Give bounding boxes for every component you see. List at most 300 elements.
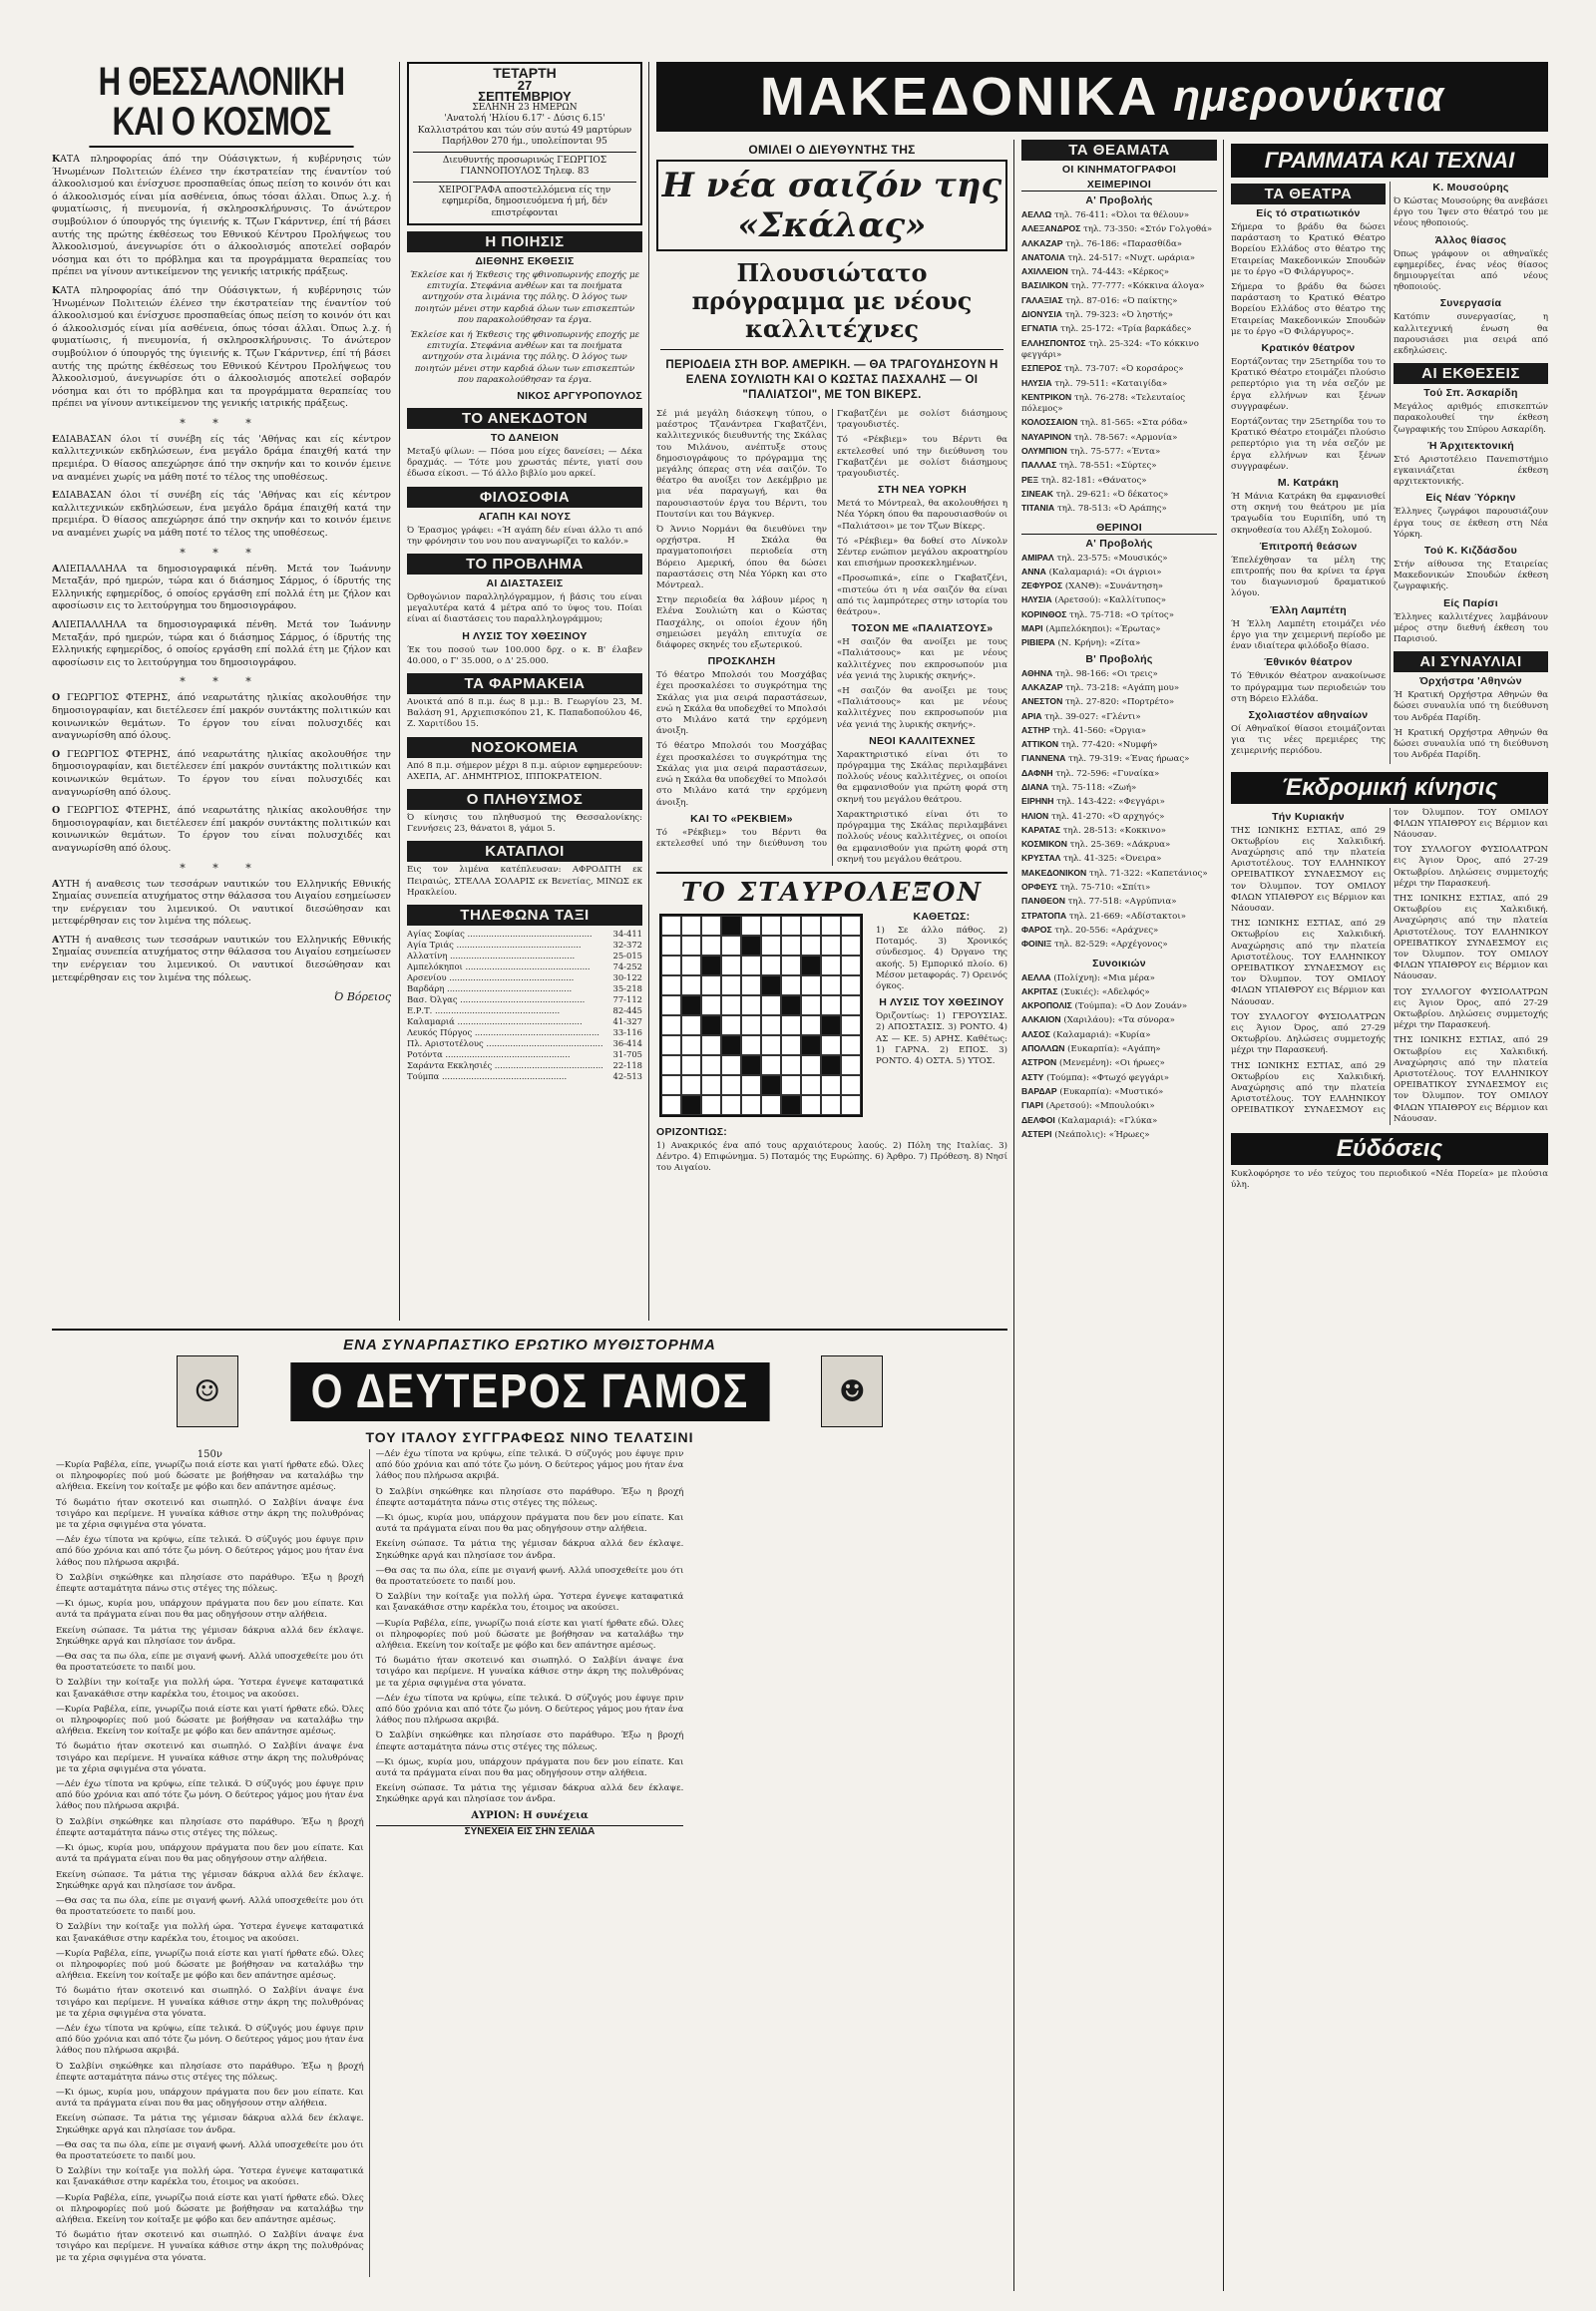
cinema-name: ΓΑΛΑΞΙΑΣ <box>1021 294 1063 305</box>
crossword-cell[interactable] <box>801 1015 821 1035</box>
crossword-cell[interactable] <box>681 956 701 975</box>
crossword-cell[interactable] <box>701 1075 721 1095</box>
separator-stars: * * * <box>180 861 263 875</box>
novel-paragraph: —Κι όμως, κυρία μου, υπάρχουν πράγματα που δεν μου είπατε. Και αυτά τα πράγματα είναι που θα μας οδηγήσουν στην αλήθεια. <box>56 2087 364 2110</box>
cinema-info: τηλ. 23-575: «Μουσικός» <box>1056 553 1168 564</box>
crossword-cell[interactable] <box>701 936 721 956</box>
crossword-cell[interactable] <box>721 1055 741 1075</box>
cinema-name: ΑΛΚΑΙΟΝ <box>1021 1014 1061 1025</box>
cinema-name: ΦΟΙΝΙΞ <box>1021 939 1052 950</box>
taxi-phone: 41-327 <box>612 1016 642 1027</box>
novel-paragraph: —Κι όμως, κυρία μου, υπάρχουν πράγματα που δεν μου είπατε. Και αυτά τα πράγματα είναι που θα μας οδηγήσουν στην αλήθεια. <box>56 1843 364 1865</box>
crossword-cell[interactable] <box>841 1035 861 1055</box>
article-paragraph: «Η σαιζόν θα ανοίξει με τους «Παλιάτσους» και με νέους καλλιτέχνες που εκπροσωπούν μια νέα γενιά της λυρικής σκηνής». <box>837 686 1007 730</box>
anecdote-text: Μεταξύ φίλων: — Πόσα μου είχες δανείσει; — Δέκα δραχμάς. — Τότε μου χρωστάς πέντε, γιατί σου έδωσα είκοσι. — Τό άλλο βιβλίο μου αρκεί. <box>407 447 642 480</box>
cinema-name: ΑΤΤΙΚΟΝ <box>1021 739 1059 750</box>
crossword-cell[interactable] <box>701 995 721 1015</box>
crossword-cell[interactable] <box>781 956 801 975</box>
novel-paragraph: Ό Σαλβίνι σηκώθηκε και πλησίασε στο παράθυρο. Έξω η βροχή έπεφτε ασταμάτητα πάνω στις στέγες της πόλεως. <box>375 1731 684 1752</box>
article-paragraph: Ο ΓΕΩΡΓΙΟΣ ΦΤΕΡΗΣ, άπό νεαρωτάτης ηλικίας ακολουθήσε την δημοσιογραφίαν, και διετέλεσεν έπί μακρόν συντάκτης πολιτικών και κοινωνικών θεμάτων. Το έργον του είναι πολυσχιδές και αναγνωρίσθη από όλους. <box>52 748 391 798</box>
crossword-cell[interactable] <box>661 936 681 956</box>
crossword-cell[interactable] <box>801 936 821 956</box>
cinema-info: τηλ. 79-323: «Ό ληστής» <box>1064 310 1173 321</box>
director-info: Διευθυντής προσωρινώς ΓΕΩΡΓΙΟΣ ΓΙΑΝΝΟΠΟΥΛΟΣ Τηλεφ. 83 <box>413 152 636 179</box>
arts-body <box>1231 182 1548 764</box>
article-paragraph: Σέ μιά μεγάλη διάσκεψη τύπου, ο μαέστρος Τζανάντρεα Γκαβατζένι, καλλιτεχνικός διευθυντής της Σκάλας του Μιλάνου, ανέπτυξε στους δημοσιογράφους το πρόγραμμα της μεγάλης όπερας στη νέα σαιζόν. Το θέατρο θα ανοίξει τον Δεκέμβριο με μια νέα παραγωγή, και θα παρουσιαστούν έργα του Βέρντι, του Πουτσίνι και του Βάγκνερ. <box>656 409 827 520</box>
novel-paragraph: Ό Σαλβίνι σηκώθηκε και πλησίασε στο παράθυρο. Έξω η βροχή έπεφτε ασταμάτητα πάνω στις στέγες της πόλεως. <box>56 2061 364 2083</box>
cinema-info: τηλ. 74-443: «Κέρκος» <box>1070 267 1170 278</box>
cinema-listing <box>1021 238 1217 250</box>
cinema-info: τηλ. 27-820: «Πορτρέτο» <box>1065 697 1175 708</box>
cinema-info: τηλ. 77-518: «Αγρύπνια» <box>1067 897 1177 908</box>
subsection: Τήν Κυριακήν <box>1272 810 1345 823</box>
novel-paragraph: Ό Σαλβίνι την κοίταξε για πολλή ώρα. Ύστερα έγνεψε καταφατικά και ξανακάθισε στην καρέκλα του, έτοιμος να ακούσει. <box>56 1678 364 1700</box>
novel-author: ΤΟΥ ΙΤΑΛΟΥ ΣΥΓΓΡΑΦΕΩΣ ΝΙΝΟ ΤΕΛΑΤΣΙΝΙ <box>365 1429 694 1445</box>
taxi-phone: 42-513 <box>612 1071 642 1082</box>
novel-paragraph: Εκείνη σώπασε. Τα μάτια της γέμισαν δάκρυα αλλά δεν έκλαψε. Σηκώθηκε αργά και πλησίασε τον άνδρα. <box>375 1783 684 1805</box>
novel-section <box>52 1329 1007 2293</box>
arts-paragraph: Ό Κώστας Μουσούρης θα ανεβάσει έργο του Ίψεν στο θέατρό του με νέους ηθοποιούς. <box>1394 196 1548 229</box>
cinema-listing <box>1021 696 1217 708</box>
section-head-taxi: ΤΗΛΕΦΩΝΑ ΤΑΞΙ <box>407 905 642 926</box>
article-paragraph: ΑΥΤΗ ή αναθεσις των τεσσάρων ναυτικών του Ελληνικής Εθνικής Σημαίας συνεπεία ατυχήματος στην θάλασσα του Αιγαίου εσημείωσεν την ενέργειαν του λιμενικού. Οι ναυτικοί διεσώθησαν και μετεφέρθησαν εις τον λιμένα της πόλεως. <box>52 878 391 928</box>
column-rule <box>1223 140 1224 2291</box>
cinema-info: τηλ. 82-529: «Αρχέγονος» <box>1054 940 1168 951</box>
cinema-listing <box>1021 503 1217 515</box>
crossword-cell[interactable] <box>761 1035 781 1055</box>
crossword-block <box>721 1035 741 1055</box>
novel-banner: ΕΝΑ ΣΥΝΑΡΠΑΣΤΙΚΟ ΕΡΩΤΙΚΟ ΜΥΘΙΣΤΟΡΗΜΑ <box>343 1337 716 1353</box>
novel-paragraph: —Κυρία Ραβέλα, είπε, γνωρίζω ποιά είστε και γιατί ήρθατε εδώ. Όλες οι πληροφορίες πού μού δώσατε με βοήθησαν να καταλάβω την αλήθεια. Εκείνη τον κοίταξε με φόβο και δεν απάντησε αμέσως. <box>56 1704 364 1737</box>
crossword-cell[interactable] <box>701 916 721 936</box>
crossword-cell[interactable] <box>841 1075 861 1095</box>
portrait-left-icon: ☺ <box>177 1355 238 1427</box>
crossword-cell[interactable] <box>821 916 841 936</box>
crossword-block <box>821 1055 841 1075</box>
crossword-cell[interactable] <box>801 975 821 995</box>
crossword-cell[interactable] <box>821 936 841 956</box>
crossword-block <box>681 1095 701 1115</box>
crossword-cell[interactable] <box>841 1015 861 1035</box>
crossword-cell[interactable] <box>721 1075 741 1095</box>
cinema-listing <box>1021 252 1217 264</box>
cinema-listing <box>1021 609 1217 621</box>
section-head-anecdote: ΤΟ ΑΝΕΚΔΟΤΟΝ <box>407 408 642 429</box>
crossword-cell[interactable] <box>781 916 801 936</box>
cinema-listing <box>1021 1000 1217 1012</box>
crossword-cell[interactable] <box>701 1055 721 1075</box>
article-paragraph: Τό θέατρο Μπολσόι του Μοσχάβας έχει προσκαλέσει το συγκρότημα της Σκάλας για μια σειρά παραστάσεων, ενώ η Σκάλα θα υποδεχθεί το Μπολσόι στο Μιλάνο κατά την ερχόμενη άνοιξη. <box>656 670 827 737</box>
taxi-stand-name: Πλ. Αριστοτέλους ..... <box>407 1038 602 1049</box>
subsection: Κρατικόν θέατρον <box>1261 342 1356 355</box>
crossword-cell[interactable] <box>741 1075 761 1095</box>
taxi-phone: 35-218 <box>612 983 642 994</box>
clues-across-head: ΚΑΘΕΤΩΣ: <box>913 910 971 923</box>
masthead <box>656 62 1548 132</box>
cinema-listing <box>1021 911 1217 923</box>
crossword-block <box>721 916 741 936</box>
novel-chapter: 150ν <box>197 1449 222 1460</box>
article-paragraph: Χαρακτηριστικό είναι ότι το πρόγραμμα της Σκάλας περιλαμβάνει πολλούς νέους καλλιτέχνες, οι οποίοι θα εμφανισθούν για πρώτη φορά στη σκηνή του μεγάλου θεάτρου. <box>837 809 1007 865</box>
arts-paragraph: Έλληνες ζωγράφοι παρουσιάζουν έργα τους σε έκθεση στη Νέα Υόρκη. <box>1394 507 1548 540</box>
taxi-row <box>407 962 642 972</box>
taxi-phone: 25-015 <box>612 951 642 962</box>
crossword-block <box>701 1015 721 1035</box>
article-paragraph: Χαρακτηριστικό είναι ότι το πρόγραμμα της Σκάλας περιλαμβάνει πολλούς νέους καλλιτέχνες, οι οποίοι θα εμφανισθούν για πρώτη φορά στη σκηνή του μεγάλου θεάτρου. <box>837 749 1007 805</box>
cinema-name: ΚΡΥΣΤΑΛ <box>1021 853 1061 864</box>
crossword-cell[interactable] <box>841 916 861 936</box>
cinema-name: ΑΕΛΛΑ <box>1021 971 1051 982</box>
taxi-stand-name: Αγία Τριάς ..... <box>407 940 602 951</box>
column-almanac <box>407 62 642 1321</box>
crossword-block <box>781 995 801 1015</box>
cinema-name: ΑΘΗΝΑ <box>1021 667 1053 678</box>
novel-title-row <box>52 1355 1007 1427</box>
crossword-cell[interactable] <box>821 1035 841 1055</box>
crossword-cell[interactable] <box>761 916 781 936</box>
crossword-clues <box>876 908 1007 1123</box>
article-paragraph: Ό Άννιο Νορμάνι θα διευθύνει την ορχήστρα. Η Σκάλα θα πραγματοποιήσει περιοδεία στη Βόρειο Αμερική, όπου θα δώσει παραστάσεις στη Νέα Υόρκη και στο Μόντρεαλ. <box>656 525 827 591</box>
cinema-listing <box>1021 825 1217 837</box>
article-subsection: ΠΡΟΣΚΛΗΣΗ <box>707 655 776 668</box>
taxi-stand-name: Αγίας Σοφίας ..... <box>407 929 602 940</box>
arts-paragraph: Έλληνες καλλιτέχνες λαμβάνουν μέρος στην διεθνή έκθεση του Παρισιού. <box>1394 611 1548 645</box>
masthead-title: ΜΑΚΕΔΟΝΙΚΑ <box>759 67 1160 127</box>
section-head-concerts: ΑΙ ΣΥΝΑΥΛΙΑΙ <box>1394 651 1548 672</box>
subsection: Άλλος θίασος <box>1434 233 1507 246</box>
crossword-cell[interactable] <box>721 975 741 995</box>
subsection: Τού Σπ. Άσκαρίδη <box>1423 387 1518 400</box>
cinema-list-winter <box>1021 209 1217 516</box>
crossword-cell[interactable] <box>841 1055 861 1075</box>
section-sub-problem: ΑΙ ΔΙΑΣΤΑΣΕΙΣ <box>486 578 564 590</box>
novel-paragraph: Τό δωμάτιο ήταν σκοτεινό και σιωπηλό. Ο Σαλβίνι άναψε ένα τσιγάρο και περίμενε. Η γυναίκα κάθισε στην άκρη της πολυθρόνας με τα χέρια σφιγμένα στα γόνατα. <box>56 1986 364 2019</box>
cinema-name: ΝΑΥΑΡΙΝΟΝ <box>1021 431 1072 442</box>
problem-solution-head: Η ΛΥΣΙΣ ΤΟΥ ΧΘΕΣΙΝΟΥ <box>462 629 588 642</box>
taxi-row <box>407 940 642 951</box>
novel-paragraph: Τό δωμάτιο ήταν σκοτεινό και σιωπηλό. Ο Σαλβίνι άναψε ένα τσιγάρο και περίμενε. Η γυναίκα κάθισε στην άκρη της πολυθρόνας με τα χέρια σφιγμένα στα γόνατα. <box>56 2230 364 2263</box>
cinema-name: ΜΑΚΕΔΟΝΙΚΟΝ <box>1021 867 1087 878</box>
article-paragraph: Τό «Ρέκβιεμ» του Βέρντι θα εκτελεσθεί υπό την διεύθυνση του Γκαβατζένι με σολίστ διάσημους τραγουδιστές. <box>656 409 1007 849</box>
cinema-list-second-run <box>1021 668 1217 952</box>
crossword-cell[interactable] <box>781 975 801 995</box>
crossword-section <box>656 872 1007 1175</box>
cinema-listing <box>1021 1014 1217 1026</box>
column-rule <box>1013 140 1014 2291</box>
crossword-cell[interactable] <box>681 916 701 936</box>
cinema-name: ΑΣΤΡΟΝ <box>1021 1057 1057 1068</box>
cinema-info: τηλ. 78-513: «Ό Αράπης» <box>1057 504 1167 515</box>
publications-banner: Εύδόσεις <box>1231 1133 1548 1165</box>
taxi-row <box>407 1016 642 1027</box>
crossword-cell[interactable] <box>761 995 781 1015</box>
crossword-cell[interactable] <box>681 936 701 956</box>
cinema-name: ΠΑΝΘΕΟΝ <box>1021 896 1065 907</box>
crossword-cell[interactable] <box>661 995 681 1015</box>
novel-paragraph: —Θα σας τα πω όλα, είπε με σιγανή φωνή. Αλλά υποσχεθείτε μου ότι θα προστατεύσετε το παιδί μου. <box>56 1895 364 1918</box>
cinema-name: ΣΤΡΑΤΟΠΑ <box>1021 910 1067 921</box>
novel-paragraph: —Δέν έχω τίποτα να κρύψω, είπε τελικά. Ό σύζυγός μου έφυγε πριν από δύο χρόνια και από τότε ζω μόνη. Ο δεύτερος γάμος μου ήταν ένα λάθος που πλήρωσα ακριβά. <box>375 1449 684 1482</box>
crossword-block <box>781 1095 801 1115</box>
crossword-cell[interactable] <box>801 1095 821 1115</box>
cinema-info: (Ευκαρπία): «Μυστικό» <box>1059 1086 1164 1097</box>
section-head-ships: ΚΑΤΑΠΛΟΙ <box>407 841 642 862</box>
crossword-cell[interactable] <box>781 1035 801 1055</box>
crossword-cell[interactable] <box>841 936 861 956</box>
cinema-info: τηλ. 73-218: «Αγάπη μου» <box>1065 682 1180 693</box>
taxi-row <box>407 994 642 1005</box>
arts-paragraph: Ή Κρατική Ορχήστρα Αθηνών θα δώσει συναυλία υπό τη διεύθυνση του Ανδρέα Παρίδη. <box>1394 727 1548 761</box>
cinema-listing <box>1021 567 1217 578</box>
crossword-cell[interactable] <box>761 936 781 956</box>
clues-across-head: ΟΡΙΖΟΝΤΙΩΣ: <box>656 1125 728 1138</box>
crossword-cell[interactable] <box>661 1095 681 1115</box>
crossword-cell[interactable] <box>741 916 761 936</box>
article-paragraph: ΑΛΙΕΠΑΛΛΗΛΑ τα δημοσιογραφικά πένθη. Μετά τον Ίωάννην Μεταξάν, πρό ημερών, τώρα και ό διάσημος Σάρμος, ό ίδρυτής της Ελληνικής εφημερίδος, ό οποίος εργάσθη επί πολλά έτη με ζήλον και αφοσίωσιν εις το λειτούργημα του δημοσιογράφου. <box>52 619 391 668</box>
cinema-name: ΑΛΚΑΖΑΡ <box>1021 681 1063 692</box>
crossword-cell[interactable] <box>841 1095 861 1115</box>
column-scala <box>656 140 1007 1321</box>
cinema-info: (Πολίχνη): «Μια μέρα» <box>1053 972 1155 983</box>
crossword-cell[interactable] <box>701 1035 721 1055</box>
taxi-row <box>407 1005 642 1016</box>
crossword-cell[interactable] <box>801 995 821 1015</box>
column-title: Η ΘΕΣΣΑΛΟΝΙΚΗ ΚΑΙ Ο ΚΟΣΜΟΣ <box>89 62 353 148</box>
cinema-info: τηλ. 75-118: «Ζωή» <box>1050 782 1137 793</box>
cinema-info: τηλ. 21-669: «Αδίστακτοι» <box>1068 911 1186 922</box>
cinema-info: (Ευκαρπία): «Αγάπη» <box>1067 1044 1161 1055</box>
signature: Ό Βόρειος <box>334 990 391 1004</box>
novel-paragraph: Ό Σαλβίνι την κοίταξε για πολλή ώρα. Ύστερα έγνεψε καταφατικά και ξανακάθισε στην καρέκλα του, έτοιμος να ακούσει. <box>56 2166 364 2188</box>
crossword-cell[interactable] <box>661 975 681 995</box>
crossword-cell[interactable] <box>661 1075 681 1095</box>
taxi-stand-name: Λευκός Πύργος ..... <box>407 1027 602 1038</box>
crossword-cell[interactable] <box>681 1015 701 1035</box>
crossword-cell[interactable] <box>841 975 861 995</box>
crossword-cell[interactable] <box>761 956 781 975</box>
cinema-name: ΔΕΛΦΟΙ <box>1021 1114 1055 1125</box>
cinema-name: ΣΙΝΕΑΚ <box>1021 488 1053 499</box>
cinema-listing <box>1021 594 1217 606</box>
arts-paragraph: Σήμερα το βράδυ θα δώσει παράσταση το Κρατικό Θέατρο Βορείου Ελλάδος στο θέατρο της Εταιρείας Μακεδονικών Σπουδών με το έργο «Ό Φιλάργυρος». <box>1231 222 1386 277</box>
crossword-block <box>801 956 821 975</box>
taxi-stand-name: Βαρδάρη ..... <box>407 983 602 994</box>
crossword-cell[interactable] <box>741 1015 761 1035</box>
taxi-stand-name: Καλαμαριά ..... <box>407 1016 602 1027</box>
excursion-paragraph: ΤΗΣ ΙΩΝΙΚΗΣ ΕΣΤΙΑΣ, από 29 Οκτωβρίου εις Χαλκιδική. Αναχώρησις από την πλατεία Αριστοτέλους. ΤΟΥ ΕΛΛΗΝΙΚΟΥ ΟΡΕΙΒΑΤΙΚΟΥ ΣΥΝΔΕΣΜΟΥ εις τον Όλυμπον. ΤΟΥ ΟΜΙΛΟΥ ΦΙΛΩΝ ΥΠΑΙΘΡΟΥ εις Βέρμιον και Νάουσαν. <box>1231 825 1386 914</box>
novel-paragraph: —Θα σας τα πω όλα, είπε με σιγανή φωνή. Αλλά υποσχεθείτε μου ότι θα προστατεύσετε το παιδί μου. <box>375 1565 684 1588</box>
crossword-grid[interactable] <box>659 914 863 1117</box>
cinema-info: τηλ. 73-707: «Ό κορσάρος» <box>1064 364 1184 375</box>
cinema-name: ΡΕΞ <box>1021 474 1038 485</box>
days-info: Παρήλθον 270 ήμ., υπολείπονται 95 <box>442 137 607 147</box>
cinema-info: (Καλαμαριά): «Γλύκα» <box>1057 1115 1158 1126</box>
crossword-cell[interactable] <box>681 1075 701 1095</box>
cinema-name: ΑΝΑΤΟΛΙΑ <box>1021 251 1065 262</box>
crossword-cell[interactable] <box>821 1075 841 1095</box>
novel-paragraph: —Κι όμως, κυρία μου, υπάρχουν πράγματα που δεν μου είπατε. Και αυτά τα πράγματα είναι που θα μας οδηγήσουν στην αλήθεια. <box>375 1513 684 1535</box>
crossword-cell[interactable] <box>781 1015 801 1035</box>
crossword-cell[interactable] <box>681 1035 701 1055</box>
novel-paragraph: —Κυρία Ραβέλα, είπε, γνωρίζω ποιά είστε και γιατί ήρθατε εδώ. Όλες οι πληροφορίες πού μού δώσατε με βοήθησαν να καταλάβω την αλήθεια. Εκείνη τον κοίταξε με φόβο και δεν απάντησε αμέσως. <box>56 1460 364 1493</box>
novel-paragraph: Εκείνη σώπασε. Τα μάτια της γέμισαν δάκρυα αλλά δεν έκλαψε. Σηκώθηκε αργά και πλησίασε τον άνδρα. <box>56 2114 364 2135</box>
crossword-cell[interactable] <box>841 995 861 1015</box>
cinema-info: τηλ. 25-324: «Το κόκκινο φεγγάρι» <box>1021 338 1199 360</box>
hospitals-text: Από 8 π.μ. σήμερον μέχρι 8 π.μ. αύριον εφημερεύουν: ΑΧΕΠΑ, ΑΓ. ΔΗΜΗΤΡΙΟΣ, ΙΠΠΟΚΡΑΤΕΙΟΝ. <box>407 760 642 782</box>
cinema-listing <box>1021 896 1217 908</box>
crossword-cell[interactable] <box>821 995 841 1015</box>
separator-stars: * * * <box>180 546 263 560</box>
crossword-cell[interactable] <box>721 1015 741 1035</box>
taxi-stand-name: Ε.Ρ.Τ. ..... <box>407 1005 602 1016</box>
manuscripts-note: ΧΕΙΡΟΓΡΑΦΑ αποστελλόμενα είς την εφημερίδα, δημοσιευόμενα ή μή, δέν επιστρέφονται <box>413 182 636 220</box>
section-sub-cinemas: ΟΙ ΚΙΝΗΜΑΤΟΓΡΑΦΟΙ <box>1061 164 1177 176</box>
newspaper-page <box>52 62 1548 2291</box>
crossword-cell[interactable] <box>761 1015 781 1035</box>
crossword-cell[interactable] <box>721 1095 741 1115</box>
novel-paragraph: —Δέν έχω τίποτα να κρύψω, είπε τελικά. Ό σύζυγός μου έφυγε πριν από δύο χρόνια και από τότε ζω μόνη. Ο δεύτερος γάμος μου ήταν ένα λάθος που πλήρωσα ακριβά. <box>56 2023 364 2057</box>
cinema-info: τηλ. 82-181: «Θάνατος» <box>1040 475 1147 486</box>
crossword-title: ΤΟ ΣΤΑΥΡΟΛΕΞΟΝ <box>680 877 984 908</box>
crossword-cell[interactable] <box>741 1035 761 1055</box>
taxi-phone: 30-122 <box>612 972 642 983</box>
crossword-cell[interactable] <box>681 1055 701 1075</box>
crossword-cell[interactable] <box>701 1095 721 1115</box>
taxi-phone: 22-118 <box>612 1060 642 1071</box>
cinema-info: τηλ. 78-551: «Σύρτες» <box>1058 461 1157 472</box>
crossword-block <box>801 1035 821 1055</box>
cinema-name: ΡΙΒΙΕΡΑ <box>1021 637 1055 648</box>
date-day: ΤΕΤΑΡΤΗ <box>493 65 557 81</box>
crossword-block <box>681 995 701 1015</box>
taxi-phone: 33-116 <box>612 1027 642 1038</box>
cinema-name: ΟΡΦΕΥΣ <box>1021 882 1058 893</box>
crossword-cell[interactable] <box>741 956 761 975</box>
cinema-info: τηλ. 76-278: «Τελευταίος πόλεμος» <box>1021 392 1186 415</box>
cinema-listing <box>1021 223 1217 235</box>
taxi-row <box>407 972 642 983</box>
crossword-cell[interactable] <box>761 1055 781 1075</box>
cinema-name: ΕΣΠΕΡΟΣ <box>1021 363 1062 374</box>
crossword-cell[interactable] <box>841 956 861 975</box>
crossword-cell[interactable] <box>781 1075 801 1095</box>
article-paragraph: «Προσωπικά», είπε ο Γκαβατζένι, «πιστεύω ότι η νέα σαιζόν θα είναι από τις λαμπρότερες στην ιστορία του θεάτρου». <box>837 574 1007 618</box>
crossword-cell[interactable] <box>701 975 721 995</box>
crossword-cell[interactable] <box>741 1095 761 1115</box>
cinema-info: (Αμπελόκηποι): «Έρωτας» <box>1045 624 1161 635</box>
cinema-info: (Αρετσού): «Μπουλούκι» <box>1045 1101 1155 1112</box>
crossword-cell[interactable] <box>721 956 741 975</box>
article-kicker: ΟΜΙΛΕΙ Ο ΔΙΕΥΘΥΝΤΗΣ ΤΗΣ <box>748 143 916 157</box>
novel-paragraph: —Δέν έχω τίποτα να κρύψω, είπε τελικά. Ό σύζυγός μου έφυγε πριν από δύο χρόνια και από τότε ζω μόνη. Ο δεύτερος γάμος μου ήταν ένα λάθος που πλήρωσα ακριβά. <box>375 1693 684 1727</box>
crossword-cell[interactable] <box>661 916 681 936</box>
crossword-cell[interactable] <box>801 916 821 936</box>
crossword-cell[interactable] <box>821 975 841 995</box>
article-body <box>656 409 1007 866</box>
article-subsection: ΣΤΗ ΝΕΑ ΥΟΡΚΗ <box>878 484 967 497</box>
crossword-block <box>761 975 781 995</box>
crossword-cell[interactable] <box>761 1095 781 1115</box>
crossword-cell[interactable] <box>741 995 761 1015</box>
crossword-cell[interactable] <box>681 975 701 995</box>
cinema-name: ΑΡΙΑ <box>1021 710 1042 721</box>
novel-paragraph: Τό δωμάτιο ήταν σκοτεινό και σιωπηλό. Ο Σαλβίνι άναψε ένα τσιγάρο και περίμενε. Η γυναίκα κάθισε στην άκρη της πολυθρόνας με τα χέρια σφιγμένα στα γόνατα. <box>56 1741 364 1774</box>
arts-banner: ΓΡΑΜΜΑΤΑ ΚΑΙ ΤΕΧΝΑΙ <box>1231 144 1548 178</box>
novel-paragraph: —Κι όμως, κυρία μου, υπάρχουν πράγματα που δεν μου είπατε. Και αυτά τα πράγματα είναι που θα μας οδηγήσουν στην αλήθεια. <box>375 1756 684 1779</box>
cinema-listing <box>1021 446 1217 458</box>
excursion-paragraph: ΤΗΣ ΙΩΝΙΚΗΣ ΕΣΤΙΑΣ, από 29 Οκτωβρίου εις Χαλκιδική. Αναχώρησις από την πλατεία Αριστοτέλους. ΤΟΥ ΕΛΛΗΝΙΚΟΥ ΟΡΕΙΒΑΤΙΚΟΥ ΣΥΝΔΕΣΜΟΥ εις τον Όλυμπον. ΤΟΥ ΟΜΙΛΟΥ ΦΙΛΩΝ ΥΠΑΙΘΡΟΥ εις Βέρμιον και Νάουσαν. <box>1231 807 1548 1116</box>
cinema-name: ΑΧΙΛΛΕΙΟΝ <box>1021 266 1068 277</box>
taxi-row <box>407 1071 642 1082</box>
cinema-info: τηλ. 41-270: «Ό αρχηγός» <box>1050 811 1165 822</box>
cinema-listing <box>1021 939 1217 951</box>
novel-title: Ο ΔΕΥΤΕΡΟΣ ΓΑΜΟΣ <box>290 1362 769 1421</box>
article-subsection: ΝΕΟΙ ΚΑΛΛΙΤΕΧΝΕΣ <box>869 734 976 747</box>
crossword-cell[interactable] <box>661 1035 681 1055</box>
crossword-cell[interactable] <box>721 936 741 956</box>
arts-paragraph: Τό Έθνικόν Θέατρον ανακοίνωσε το πρόγραμμα των περιοδειών του στη Βόρειο Ελλάδα. <box>1231 671 1386 704</box>
cinema-info: (Καλαμαριά): «Οι άγριοι» <box>1048 567 1162 578</box>
crossword-cell[interactable] <box>741 975 761 995</box>
novel-paragraph: —Κι όμως, κυρία μου, υπάρχουν πράγματα που δεν μου είπατε. Και αυτά τα πράγματα είναι που θα μας οδηγήσουν στην αλήθεια. <box>56 1599 364 1621</box>
crossword-cell[interactable] <box>801 1055 821 1075</box>
crossword-cell[interactable] <box>661 956 681 975</box>
cinema-listing <box>1021 1057 1217 1069</box>
cinema-listing <box>1021 1115 1217 1127</box>
cinema-list-summer <box>1021 553 1217 650</box>
article-paragraph: Τό «Ρέκβιεμ» του Βέρντι θα εκτελεσθεί υπό την διεύθυνση του Γκαβατζένι με σολίστ διάσημους τραγουδιστές. <box>837 435 1007 480</box>
crossword-cell[interactable] <box>781 936 801 956</box>
crossword-cell[interactable] <box>781 1055 801 1075</box>
taxi-stand-name: Σαράντα Εκκλησιές ..... <box>407 1060 602 1071</box>
cinema-listing <box>1021 1129 1217 1141</box>
novel-body <box>52 1449 1007 2277</box>
moon-info: ΣΕΛΗΝΗ 23 ΗΜΕΡΩΝ <box>472 102 578 113</box>
summer-head: ΘΕΡΙΝΟΙ <box>1021 522 1217 535</box>
cinema-name: ΕΛΛΗΣΠΟΝΤΟΣ <box>1021 337 1086 348</box>
cinema-info: (Τούμπα): «Ό Δον Ζουάν» <box>1074 1001 1188 1012</box>
crossword-cell[interactable] <box>661 1015 681 1035</box>
crossword-cell[interactable] <box>661 1055 681 1075</box>
date-number: 27 <box>517 77 533 93</box>
masthead-subtitle: ημερονύκτια <box>1173 72 1445 121</box>
crossword-cell[interactable] <box>821 1095 841 1115</box>
article-subsection: ΚΑΙ ΤΟ «ΡΕΚΒΙΕΜ» <box>690 812 793 825</box>
cinema-info: (Νεάπολις): «Ήρωες» <box>1054 1129 1150 1140</box>
section-head-theatres: ΤΑ ΘΕΑΤΡΑ <box>1231 184 1386 204</box>
article-headline: Η νέα σαιζόν της «Σκάλας» <box>656 160 1007 251</box>
separator-stars: * * * <box>180 416 263 430</box>
cinema-info: τηλ. 41-560: «Όργια» <box>1052 725 1147 736</box>
cinema-listing <box>1021 811 1217 823</box>
crossword-cell[interactable] <box>721 995 741 1015</box>
arts-paragraph: Ή Κρατική Ορχήστρα Αθηνών θα δώσει συναυλία υπό τη διεύθυνση του Ανδρέα Παρίδη. <box>1394 690 1548 723</box>
novel-paragraph: Ό Σαλβίνι σηκώθηκε και πλησίασε στο παράθυρο. Έξω η βροχή έπεφτε ασταμάτητα πάνω στις στέγες της πόλεως. <box>56 1572 364 1595</box>
population-text: Ό κίνησις του πληθυσμού της Θεσσαλονίκης: Γεννήσεις 23, θάνατοι 8, γάμοι 5. <box>407 813 642 835</box>
crossword-cell[interactable] <box>801 1075 821 1095</box>
cinema-name: ΟΛΥΜΠΙΟΝ <box>1021 446 1067 457</box>
column-cinemas <box>1021 140 1217 2291</box>
cinema-info: (Συκιές): «Αδελφός» <box>1060 986 1150 997</box>
crossword-cell[interactable] <box>821 956 841 975</box>
cinema-listing <box>1021 1043 1217 1055</box>
cinema-info: τηλ. 25-369: «Δάκρυα» <box>1069 840 1171 851</box>
excursion-paragraph: ΤΗΣ ΙΩΝΙΚΗΣ ΕΣΤΙΑΣ, από 29 Οκτωβρίου εις Χαλκιδική. Αναχώρησις από την πλατεία Αριστοτέλους. ΤΟΥ ΕΛΛΗΝΙΚΟΥ ΟΡΕΙΒΑΤΙΚΟΥ ΣΥΝΔΕΣΜΟΥ εις τον Όλυμπον. ΤΟΥ ΟΜΙΛΟΥ ΦΙΛΩΝ ΥΠΑΙΘΡΟΥ εις Βέρμιον και Νάουσαν. <box>1394 893 1548 982</box>
section-head-population: Ο ΠΛΗΘΥΣΜΟΣ <box>407 789 642 810</box>
taxi-stand-name: Αλλατίνη ..... <box>407 951 602 962</box>
cinema-listing <box>1021 637 1217 649</box>
article-subheadline: Πλουσιώτατο πρόγραμμα με νέους καλλιτέχνες <box>660 259 1003 350</box>
